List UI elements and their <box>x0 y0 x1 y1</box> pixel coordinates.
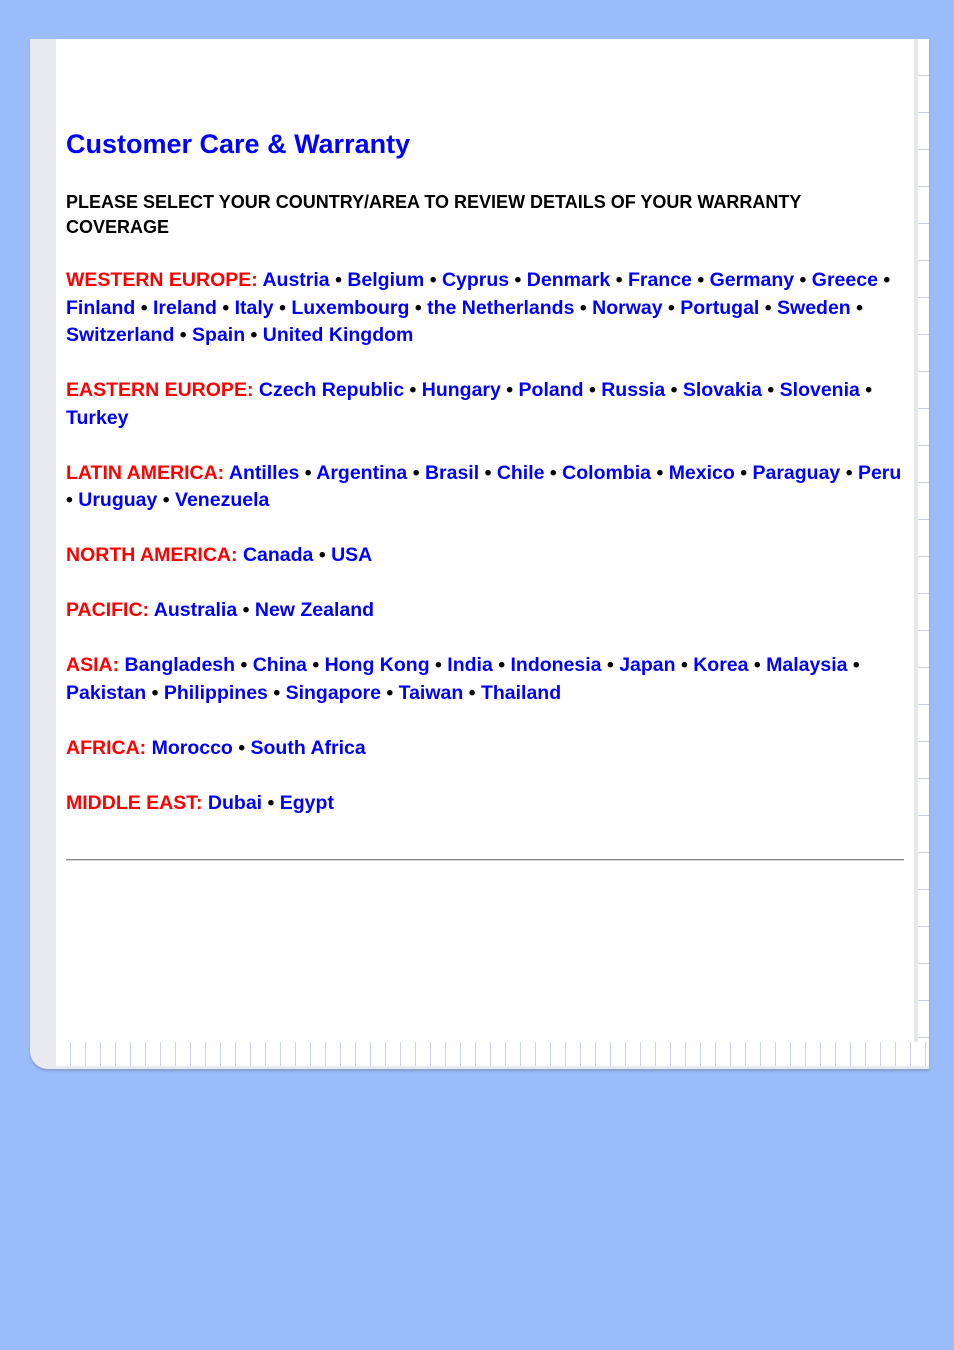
country-link[interactable]: Italy <box>234 296 274 319</box>
country-link[interactable]: Slovakia <box>682 379 762 401</box>
country-link[interactable]: Czech Republic <box>258 379 405 401</box>
country-link[interactable]: Germany <box>709 269 795 291</box>
bullet-separator: • <box>273 681 281 704</box>
bullet-separator: • <box>588 379 596 401</box>
country-link[interactable]: Hong Kong <box>324 654 430 676</box>
country-link[interactable]: Sweden <box>777 296 851 319</box>
region-label: NORTH AMERICA: <box>66 544 238 566</box>
country-link[interactable]: Indonesia <box>510 654 602 676</box>
bullet-separator: • <box>162 489 170 511</box>
country-link[interactable]: Paraguay <box>752 461 841 484</box>
country-link[interactable]: Dubai <box>207 791 263 814</box>
region-label: ASIA: <box>66 654 120 676</box>
region-block <box>66 597 904 625</box>
country-link[interactable]: Slovenia <box>779 379 860 401</box>
country-link[interactable]: Brasil <box>424 461 480 484</box>
country-link[interactable]: Malaysia <box>766 654 848 676</box>
bullet-separator: • <box>151 681 159 704</box>
country-link[interactable]: Austria <box>262 269 330 291</box>
bullet-separator: • <box>668 296 675 319</box>
region-block <box>66 377 904 432</box>
bullet-separator: • <box>883 269 891 291</box>
country-link[interactable]: Morocco <box>151 736 233 759</box>
bullet-separator: • <box>680 654 688 676</box>
country-link[interactable]: Ireland <box>153 296 217 319</box>
bullet-separator: • <box>435 654 442 676</box>
bullet-separator: • <box>267 791 275 814</box>
country-link[interactable]: Greece <box>811 269 878 291</box>
country-link[interactable]: Norway <box>592 296 663 319</box>
region-block <box>66 460 904 515</box>
region-block <box>66 267 904 350</box>
country-link[interactable]: Antilles <box>228 461 300 484</box>
country-link[interactable]: Luxembourg <box>291 296 410 319</box>
region-block <box>66 735 904 763</box>
country-link[interactable]: Chile <box>496 461 545 484</box>
country-link[interactable]: Portugal <box>680 296 760 319</box>
country-link[interactable]: New Zealand <box>254 599 375 621</box>
country-link[interactable]: Venezuela <box>175 489 270 511</box>
country-link[interactable]: Singapore <box>285 681 381 704</box>
country-link[interactable]: Finland <box>66 296 136 319</box>
bullet-separator: • <box>549 461 557 484</box>
bullet-separator: • <box>414 296 422 319</box>
country-link[interactable]: South Africa <box>250 736 366 759</box>
bullet-separator: • <box>409 379 417 401</box>
bullet-separator: • <box>506 379 514 401</box>
country-link[interactable]: India <box>447 654 493 676</box>
bullet-separator: • <box>740 461 748 484</box>
country-link[interactable]: Argentina <box>316 461 408 484</box>
country-link[interactable]: Peru <box>857 461 902 484</box>
page-subtitle: PLEASE SELECT YOUR COUNTRY/AREA TO REVIEW DETAILS OF YOUR WARRANTY COVERAGE <box>66 192 802 237</box>
country-link[interactable]: Spain <box>192 324 246 346</box>
bullet-separator: • <box>66 489 73 511</box>
bullet-separator: • <box>579 296 587 319</box>
country-link[interactable]: Egypt <box>279 791 334 814</box>
region-label: PACIFIC: <box>66 599 150 621</box>
bullet-separator: • <box>767 379 775 401</box>
region-label: AFRICA: <box>66 736 147 759</box>
country-link[interactable]: Denmark <box>526 269 611 291</box>
region-label: WESTERN EUROPE: <box>66 269 258 291</box>
bullet-separator: • <box>386 681 394 704</box>
country-link[interactable]: Switzerland <box>66 324 175 346</box>
country-link[interactable]: Canada <box>242 544 314 566</box>
bullet-separator: • <box>845 461 853 484</box>
region-block <box>66 542 904 570</box>
region-label: MIDDLE EAST: <box>66 791 203 814</box>
bullet-separator: • <box>865 379 873 401</box>
country-link[interactable]: Uruguay <box>78 489 158 511</box>
main-content <box>66 128 904 845</box>
country-link[interactable]: Mexico <box>668 461 735 484</box>
bottom-decorative-ruler <box>56 1042 929 1066</box>
region-block <box>66 790 904 818</box>
bullet-separator: • <box>140 296 148 319</box>
bullet-separator: • <box>498 654 506 676</box>
bullet-separator: • <box>468 681 476 704</box>
bullet-separator: • <box>484 461 492 484</box>
bullet-separator: • <box>279 296 286 319</box>
bullet-separator: • <box>312 654 320 676</box>
country-link[interactable]: Thailand <box>480 681 562 704</box>
country-link[interactable]: Cyprus <box>441 269 510 291</box>
country-link[interactable]: France <box>627 269 692 291</box>
horizontal-divider <box>66 859 904 861</box>
bullet-separator: • <box>753 654 761 676</box>
bullet-separator: • <box>852 654 860 676</box>
country-link[interactable]: Colombia <box>562 461 652 484</box>
country-link[interactable]: Belgium <box>347 269 425 291</box>
bullet-separator: • <box>656 461 664 484</box>
bullet-separator: • <box>335 269 342 291</box>
bullet-separator: • <box>318 544 326 566</box>
bullet-separator: • <box>412 461 420 484</box>
bullet-separator: • <box>250 324 258 346</box>
country-link[interactable]: Russia <box>601 379 666 401</box>
bullet-separator: • <box>606 654 614 676</box>
country-link[interactable]: Korea <box>693 654 749 676</box>
region-label: LATIN AMERICA: <box>66 461 225 484</box>
bullet-separator: • <box>242 599 250 621</box>
right-decorative-rail <box>914 39 929 1042</box>
country-link[interactable]: the Netherlands <box>427 296 575 319</box>
country-link[interactable]: Bangladesh <box>124 654 236 676</box>
bullet-separator: • <box>697 269 705 291</box>
region-list <box>66 267 904 817</box>
bullet-separator: • <box>856 296 863 319</box>
region-block <box>66 652 904 707</box>
country-link[interactable]: China <box>252 654 307 676</box>
bullet-separator: • <box>764 296 772 319</box>
bullet-separator: • <box>799 269 807 291</box>
country-link[interactable]: Australia <box>153 599 238 621</box>
country-link[interactable]: Hungary <box>421 379 501 401</box>
country-link[interactable]: Taiwan <box>398 681 464 704</box>
country-link[interactable]: Pakistan <box>66 681 147 704</box>
bullet-separator: • <box>179 324 187 346</box>
bullet-separator: • <box>514 269 522 291</box>
country-link[interactable]: Japan <box>619 654 676 676</box>
bullet-separator: • <box>615 269 623 291</box>
bullet-separator: • <box>429 269 437 291</box>
bullet-separator: • <box>304 461 312 484</box>
country-link[interactable]: Poland <box>518 379 584 401</box>
bullet-separator: • <box>222 296 230 319</box>
region-label: EASTERN EUROPE: <box>66 379 254 401</box>
bullet-separator: • <box>670 379 678 401</box>
country-link[interactable]: USA <box>331 544 373 566</box>
country-link[interactable]: United Kingdom <box>262 324 414 346</box>
country-link[interactable]: Philippines <box>163 681 268 704</box>
country-link[interactable]: Turkey <box>66 406 129 429</box>
bullet-separator: • <box>238 736 246 759</box>
page-title: Customer Care & Warranty <box>66 129 411 159</box>
bullet-separator: • <box>240 654 248 676</box>
